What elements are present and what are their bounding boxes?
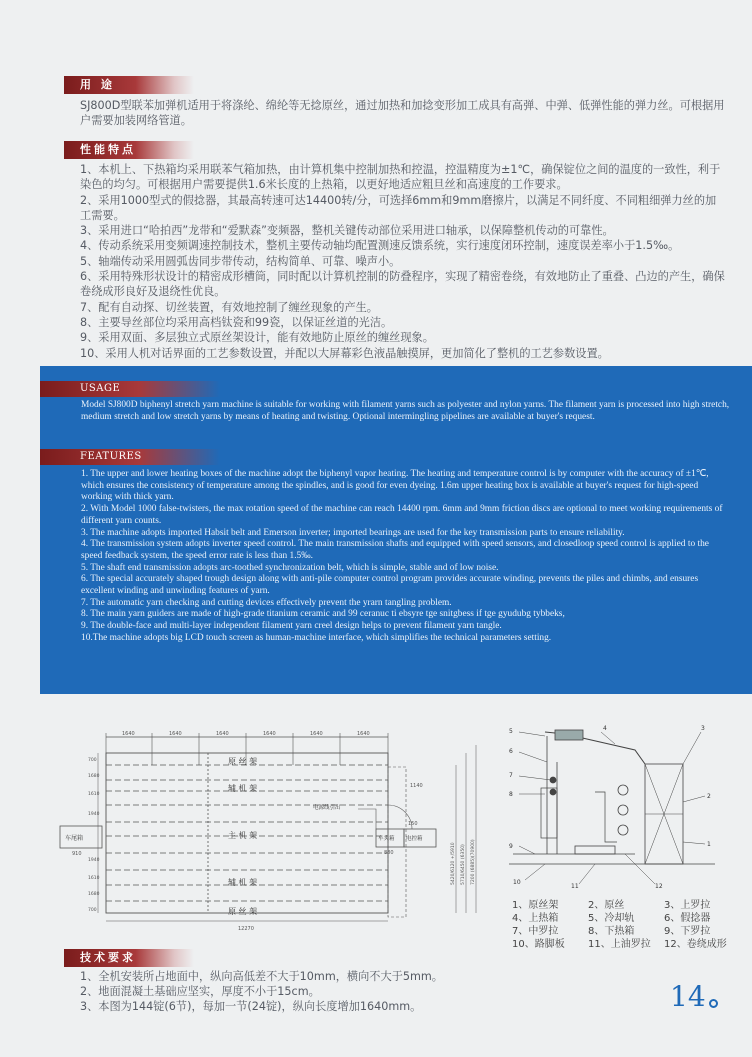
legend-row (512, 912, 747, 925)
list-item: 1、全机安装所占地面中，纵向高低差不大于10mm，横向不大于5mm。 (80, 970, 443, 983)
dim-left-label: 1680 (88, 892, 100, 897)
list-item: 7、配有自动探、切丝装置，有效地控制了缠丝现象的产生。 (80, 300, 378, 314)
legend-row (512, 899, 747, 912)
dim-right-label: 5420/6120 +/5910 (451, 842, 456, 885)
features-cn-list (80, 162, 725, 361)
dim-left-label: 1610 (88, 876, 100, 881)
requirements-list (80, 969, 640, 1014)
row-label: 辅 机 架 (228, 878, 258, 887)
power-label: 电源线引出 (313, 805, 341, 811)
list-item: 4. The transmission system adopts inverter speed control. The main transmission shafts and equipped with speed sensors, and closedloop speed control is applied to the speed feedback system, the speed error rate is less than 1.5‰. (81, 539, 709, 561)
plan-view-diagram (58, 725, 498, 935)
tail-box-dim: 910 (72, 851, 82, 857)
row-label: 主 机 架 (228, 831, 258, 840)
page-number: 14 (670, 980, 706, 1013)
legend-item: 7、中罗拉 (512, 926, 559, 937)
dim-left-label: 1940 (88, 858, 100, 863)
callout-label: 1 (707, 841, 711, 848)
list-item: 10、采用人机对话界面的工艺参数设置，并配以大屏幕彩色液晶触摸屏，更加简化了整机的工艺参数设置。 (80, 346, 609, 360)
legend-item: 6、假捻器 (664, 913, 711, 924)
head-box-label: 车头箱 (378, 836, 395, 842)
dim-top-label: 1640 (169, 731, 182, 737)
callout-label: 3 (701, 725, 705, 732)
side-view-diagram (505, 722, 723, 890)
dim-top-label: 1640 (216, 731, 229, 737)
list-item: 2. With Model 1000 false-twisters, the max rotation speed of the machine can reach 14400 rpm. 6mm and 9mm friction discs are optional to meet working requirements of different yarn counts. (81, 504, 723, 526)
dim-right-label: 7200 (6885)(70900) (471, 839, 476, 885)
dim-left-label: 700 (88, 908, 97, 913)
legend-item: 8、下热箱 (588, 926, 635, 937)
row-label: 原 丝 架 (228, 757, 258, 766)
cabinet-label: 电控箱 (406, 836, 423, 842)
callout-label: 12 (655, 883, 663, 890)
features-cn-heading: 性能特点 (64, 141, 194, 159)
row-label: 辅 机 架 (228, 784, 258, 793)
dim-left-label: 1680 (88, 774, 100, 779)
list-item: 6. The special accurately shaped trough design along with anti-pile computer control program provides accurate winding, prevents the piles and chimbs, and ensures excellent winding and unwinding features of yarn. (81, 574, 699, 597)
legend-item: 5、冷却轨 (588, 913, 635, 924)
list-item: 1、本机上、下热箱均采用联苯气箱加热，由计算机集中控制加热和控温，控温精度为±1℃，确保锭位之间的温度的一致性，利于染色的均匀。可根据用户需要提供1.6米长度的上热箱，以更好地适应粗旦丝和高速度的工作要求。 (80, 163, 721, 192)
usage-en-heading: USAGE (40, 381, 220, 397)
list-item: 2、采用1000型式的假捻器，其最高转速可达14400转/分，可选择6mm和9mm磨擦片，以满足不同纤度、不同粗细弹力丝的加工需要。 (80, 193, 717, 222)
legend-item: 4、上热箱 (512, 913, 559, 924)
legend-item: 1、原丝架 (512, 900, 559, 911)
list-item: 8. The main yarn guiders are made of high-grade titanium ceramic and 99 ceranuc ti ebsyre tge snitgbess if tge gyudubg tybbeks, (81, 609, 565, 620)
usage-cn-text: SJ800D型联苯加弹机适用于将涤纶、绵纶等无捻原丝，通过加热和加捻变形加工成具有高弹、中弹、低弹性能的弹力丝。可根据用户需要加装网络管道。 (80, 99, 725, 128)
callout-label: 4 (603, 725, 607, 732)
callout-label: 5 (509, 728, 513, 735)
list-item: 10.The machine adopts big LCD touch screen as human-machine interface, which simplifies the technical parameters setting. (81, 632, 552, 643)
list-item: 3、采用进口“哈拍西”龙带和“爱默森”变频器，整机关键传动部位采用进口轴承，以保障整机传动的可靠性。 (80, 224, 614, 238)
legend-item: 9、下罗拉 (664, 926, 711, 937)
dim-top-label: 1640 (357, 731, 370, 737)
parts-legend (512, 899, 747, 951)
legend-item: 3、上罗拉 (664, 900, 711, 911)
features-en-heading: FEATURES (40, 449, 220, 465)
list-item: 9、采用双面、多层独立式原丝架设计，能有效地防止原丝的缠丝现象。 (80, 331, 434, 345)
callout-label: 8 (509, 791, 513, 798)
dim-880: 880 (384, 850, 394, 856)
legend-row (512, 925, 747, 938)
callout-label: 2 (707, 793, 711, 800)
list-item: 5、轴端传动采用圆弧齿同步带传动，结构简单、可靠、噪声小。 (80, 254, 401, 268)
legend-item: 11、上油罗拉 (588, 939, 651, 950)
row-label: 原 丝 架 (228, 907, 258, 916)
legend-row (512, 938, 747, 951)
dim-1140: 1140 (410, 783, 423, 789)
usage-en-text: Model SJ800D biphenyl stretch yarn machine is suitable for working with filament yarns such as polyester and nylon yarns. The filament yarn is processed into high stretch, medium stretch and low stretch yarns by means of heating and twisting. Optional intermingling pipelines are available at buyer's request. (81, 400, 730, 422)
dim-left-label: 700 (88, 758, 97, 763)
legend-item: 2、原丝 (588, 900, 625, 911)
list-item: 5. The shaft end transmission adopts arc-toothed synchronization belt, which is simple, stable and of low noise. (81, 562, 499, 573)
dim-top-label: 1640 (122, 731, 135, 737)
legend-item: 10、路脚板 (512, 939, 565, 950)
dim-bottom-label: 12270 (238, 926, 254, 932)
dim-right-label: 5710/6450 (6350) (461, 844, 466, 885)
tail-box-label: 车尾箱 (65, 835, 84, 842)
dim-left-label: 1940 (88, 812, 100, 817)
list-item: 6、采用特殊形状设计的精密成形槽筒，同时配以计算机控制的防叠程序，实现了精密卷绕，有效地防止了重叠、凸边的产生，确保卷绕成形良好及退绕性优良。 (80, 270, 725, 299)
list-item: 8、主要导丝部位均采用高档钛瓷和99瓷，以保证丝道的光洁。 (80, 315, 393, 329)
list-item: 3、本图为144锭(6节)，每加一节(24锭)，纵向长度增加1640mm。 (80, 1000, 422, 1013)
callout-label: 11 (571, 883, 579, 890)
dim-left-label: 1610 (88, 792, 100, 797)
list-item: 2、地面混凝土基础应坚实，厚度不小于15cm。 (80, 985, 320, 998)
dim-150: 150 (408, 821, 418, 827)
list-item: 9. The double-face and multi-layer independent filament yarn creel design helps to prevent filament yarn tangle. (81, 621, 502, 632)
dim-top-label: 1640 (263, 731, 276, 737)
features-en-list (81, 469, 731, 645)
callout-label: 7 (509, 772, 513, 779)
callout-label: 10 (513, 879, 521, 886)
list-item: 4、传动系统采用变频调速控制技术，整机主要传动轴均配置测速反馈系统，实行速度闭环控制，速度误差率小于1.5‰。 (80, 239, 680, 253)
requirements-heading: 技术要求 (64, 949, 194, 967)
dim-top-label: 1640 (310, 731, 323, 737)
list-item: 7. The automatic yarn checking and cutting devices effectively prevent the yrarn tangling problem. (81, 597, 452, 608)
page-number-dot-icon (709, 999, 718, 1008)
legend-item: 12、卷绕成形 (664, 939, 727, 950)
list-item: 1. The upper and lower heating boxes of the machine adopt the biphenyl vapor heating. The heating and temperature control is by computer with the accuracy of ±1℃, which ensures the consistency of temperature among the spindles, and is good for even dyeing. 1.6m upper heating box is available at buyer's request for high-speed working with thick yarn. (81, 469, 709, 503)
list-item: 3. The machine adopts imported Habsit belt and Emerson inverter; imported bearings are used for the key transmission parts to ensure reliability. (81, 527, 625, 538)
callout-label: 6 (509, 748, 513, 755)
callout-label: 9 (509, 843, 513, 850)
usage-cn-heading: 用 途 (64, 76, 194, 94)
